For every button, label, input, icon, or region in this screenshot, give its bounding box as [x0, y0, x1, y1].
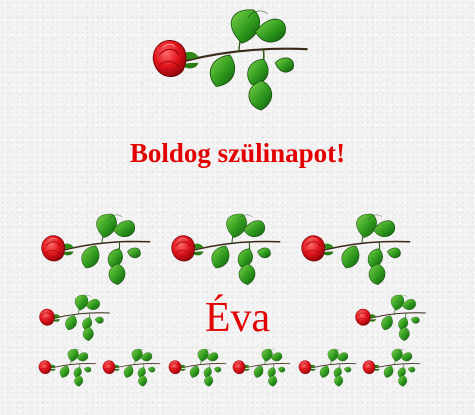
- rose-icon: [166, 210, 284, 286]
- rose-icon: [36, 210, 154, 286]
- rose-icon: [296, 210, 414, 286]
- rose-icon: [143, 4, 315, 112]
- rose-icon: [296, 346, 358, 388]
- rose-icon: [100, 346, 162, 388]
- greeting-text: Boldog szülinapot!: [129, 138, 346, 168]
- name-text: Éva: [204, 295, 271, 341]
- rose-icon: [230, 346, 292, 388]
- rose-icon: [166, 346, 228, 388]
- rose-icon: [36, 346, 98, 388]
- rose-icon: [360, 346, 422, 388]
